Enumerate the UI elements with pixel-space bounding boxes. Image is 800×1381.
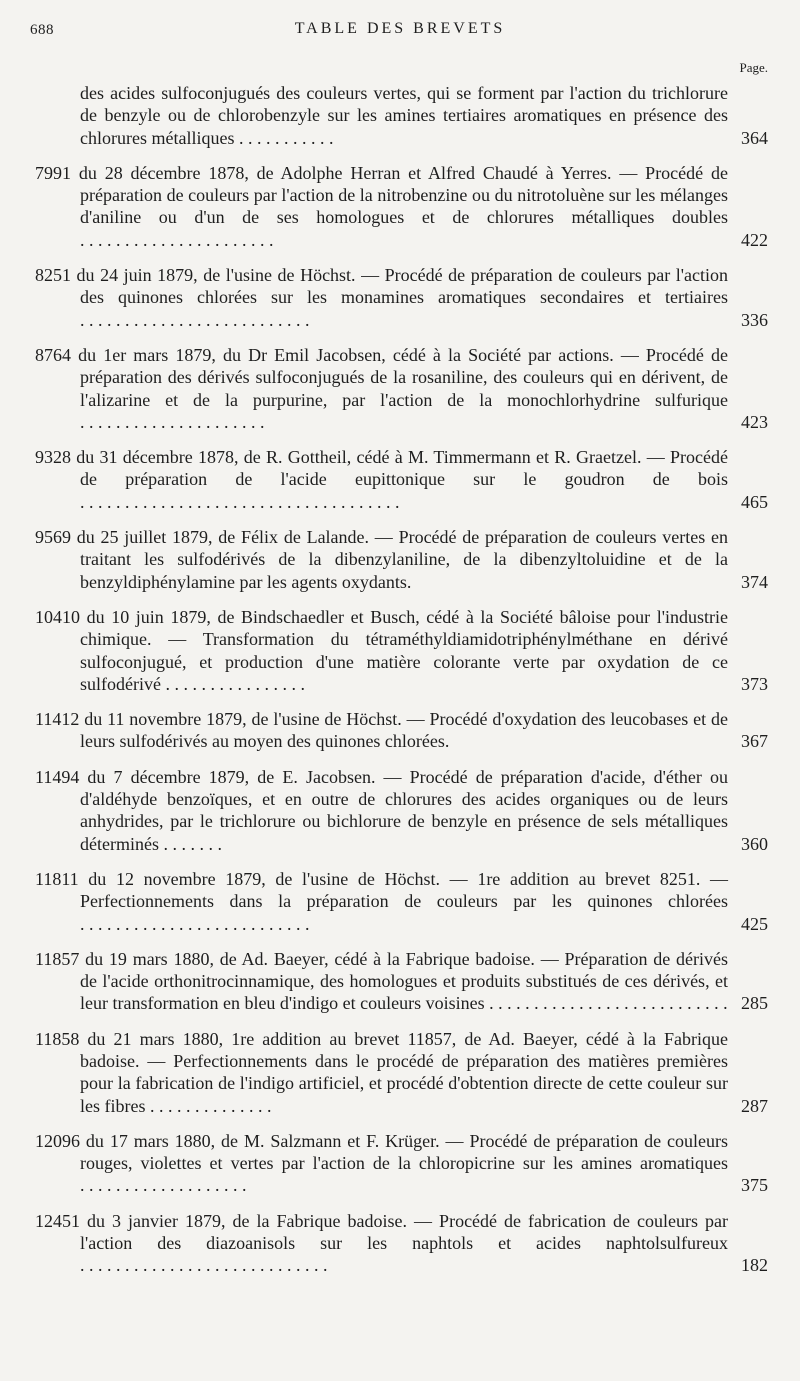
dot-leader: . . . . . . . . . . . . . . . . . . . . .: [80, 411, 265, 432]
patent-entry: 12096 du 17 mars 1880, de M. Salzmann et F. Krüger. — Procédé de préparation de couleurs rouges, violettes et vertes par l'action de la chloropicrine sur les amines aromatiques . . . . . . . . . . . . . . . . . . . 375: [35, 1130, 768, 1196]
page-ref: 374: [741, 571, 768, 592]
patent-entry: 11858 du 21 mars 1880, 1re addition au brevet 11857, de Ad. Baeyer, cédé à la Fabrique badoise. — Perfectionnements dans le procédé de préparation des matières premières pour la fabrication de l'indigo artificiel, et procédé d'obtention directe de cette couleur sur les fibres . . . . . . . . . . . . . . 287: [35, 1028, 768, 1116]
dot-leader: . . . . . . . . . . . . . . . . . . . . . . . . . .: [80, 309, 310, 330]
patent-entry: 8251 du 24 juin 1879, de l'usine de Höchst. — Procédé de préparation de couleurs par l'action des quinones chlorées sur les monamines aromatiques secondaires et tertiaires . . . . . . . . . . . . . . . . . . . . . . . . . . 336: [35, 265, 768, 330]
page-ref: 336: [741, 309, 768, 330]
patent-entry: 9328 du 31 décembre 1878, de R. Gottheil, cédé à M. Timmermann et R. Graetzel. — Procédé de préparation de l'acide eupittonique sur le goudron de bois . . . . . . . . . . . . . . . . . . . . . . . . . . . . . . . . . . . . 465: [35, 447, 768, 512]
dot-leader: . . . . . . . . . . . . . . . . . . .: [80, 1175, 247, 1196]
dot-leader: . . . . . . . . . . . . . . . . . . . . . .: [80, 229, 274, 250]
patent-entry: 11857 du 19 mars 1880, de Ad. Baeyer, cédé à la Fabrique badoise. — Préparation de dérivés de l'acide orthonitrocinnamique, des homologues et produits substitués de ces dérivés, et leur transformation en bleu d'indigo et couleurs voisines . . . . . . . . . . . . . . . . . . . . . . . . . . . 285: [35, 948, 768, 1014]
page-ref: 373: [741, 673, 768, 694]
patent-entry: 11494 du 7 décembre 1879, de E. Jacobsen. — Procédé de préparation d'acide, d'éther ou d'aldéhyde benzoïques, et en outre de chlorures des acides organiques ou de leurs anhydrides, par le trichlorure ou bichlorure de benzyle en présence de sels métalliques déterminés . . . . . . . 360: [35, 766, 768, 854]
page-ref: 182: [741, 1255, 768, 1276]
dot-leader: . . . . . . . . . . .: [234, 127, 334, 148]
page-ref: 287: [741, 1095, 768, 1116]
patent-entry: 8764 du 1er mars 1879, du Dr Emil Jacobsen, cédé à la Société par actions. — Procédé de préparation des dérivés sulfoconjugués de la rosaniline, des couleurs qui en dérivent, de l'alizarine et de la purpurine, par l'action de la monochlorhydrine sulfurique . . . . . . . . . . . . . . . . . . . . . 423: [35, 344, 768, 432]
dot-leader: . . . . . . . . . . . . . . . . . . . . . . . . . . . .: [80, 1255, 328, 1276]
dot-leader: . . . . . . . . . . . . . . . .: [160, 673, 305, 694]
page-ref: 364: [741, 127, 768, 148]
patent-entry: 9569 du 25 juillet 1879, de Félix de Lalande. — Procédé de préparation de couleurs vertes en traitant les sulfodérivés de la dibenzylaniline, de la dibenzyltoluidine et de la benzyldiphénylamine par les agents oxydants. 374: [35, 527, 768, 592]
page-ref: 465: [741, 491, 768, 512]
page-ref: 285: [741, 993, 768, 1014]
patent-entry: des acides sulfoconjugués des couleurs vertes, qui se forment par l'action du trichlorure de benzyle ou de chlorobenzyle sur les amines tertiaires aromatiques en présence des chlorures métalliques . . . . . . . . . . . 364: [80, 83, 768, 148]
dot-leader: . . . . . . .: [158, 833, 222, 854]
page-ref: 422: [741, 229, 768, 250]
page-header: [0, 16, 800, 42]
dot-leader: . . . . . . . . . . . . . . . . . . . . . . . . . . .: [484, 993, 728, 1014]
page-ref: 375: [741, 1175, 768, 1196]
page-ref: 360: [741, 833, 768, 854]
page-ref: 367: [741, 731, 768, 752]
patent-entry: 7991 du 28 décembre 1878, de Adolphe Herran et Alfred Chaudé à Yerres. — Procédé de préparation de couleurs par l'action de la nitrobenzine ou du nitrotoluène sur les mélanges d'aniline ou d'un de ses homologues et de chlorures métalliques doubles . . . . . . . . . . . . . . . . . . . . . . 422: [35, 162, 768, 250]
dot-leader: . . . . . . . . . . . . . .: [145, 1095, 272, 1116]
page-ref: 423: [741, 411, 768, 432]
dot-leader: . . . . . . . . . . . . . . . . . . . . . . . . . . . . . . . . . . . .: [80, 491, 400, 512]
patent-list: [0, 82, 800, 1290]
patent-entry: 11412 du 11 novembre 1879, de l'usine de Höchst. — Procédé d'oxydation des leucobases et de leurs sulfodérivés au moyen des quinones chlorées. 367: [35, 709, 768, 752]
patent-entry: 11811 du 12 novembre 1879, de l'usine de Höchst. — 1re addition au brevet 8251. — Perfectionnements dans la préparation de couleurs par les quinones chlorées . . . . . . . . . . . . . . . . . . . . . . . . . . 425: [35, 868, 768, 934]
page-ref: 425: [741, 913, 768, 934]
patent-entry: 10410 du 10 juin 1879, de Bindschaedler et Busch, cédé à la Société bâloise pour l'industrie chimique. — Transformation du tétraméthyldiamidotriphénylméthane en dérivé sulfoconjugué, et production d'une matière colorante verte par oxydation de ce sulfodérivé . . . . . . . . . . . . . . . . 373: [35, 606, 768, 694]
dot-leader: . . . . . . . . . . . . . . . . . . . . . . . . . .: [80, 913, 310, 934]
patent-entry: 12451 du 3 janvier 1879, de la Fabrique badoise. — Procédé de fabrication de couleurs par l'action des diazoanisols sur les naphtols et acides naphtolsulfureux . . . . . . . . . . . . . . . . . . . . . . . . . . . . 182: [35, 1210, 768, 1276]
running-title: TABLE DES BREVETS: [294, 20, 506, 37]
page-number: 688: [30, 22, 54, 38]
page-column-label: Page.: [739, 60, 768, 75]
